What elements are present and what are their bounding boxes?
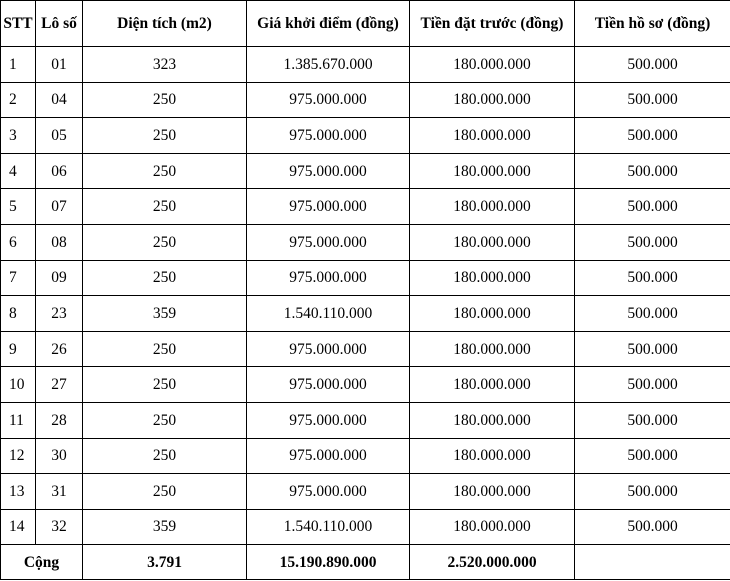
cell-start-price: 975.000.000 — [247, 118, 410, 154]
cell-area: 250 — [83, 474, 247, 510]
cell-start-price: 975.000.000 — [247, 438, 410, 474]
table-row — [1, 153, 730, 189]
table-row — [1, 474, 730, 510]
header-lot: Lô số — [36, 1, 83, 47]
cell-area: 250 — [83, 402, 247, 438]
table-row — [1, 367, 730, 403]
table-row — [1, 331, 730, 367]
cell-stt: 13 — [1, 474, 36, 510]
cell-stt: 9 — [1, 331, 36, 367]
cell-area: 250 — [83, 367, 247, 403]
cell-fee: 500.000 — [575, 296, 730, 332]
cell-area: 359 — [83, 296, 247, 332]
cell-start-price: 975.000.000 — [247, 189, 410, 225]
cell-start-price: 975.000.000 — [247, 260, 410, 296]
cell-area: 250 — [83, 260, 247, 296]
cell-area: 250 — [83, 153, 247, 189]
cell-area: 250 — [83, 331, 247, 367]
cell-stt: 3 — [1, 118, 36, 154]
cell-stt: 14 — [1, 509, 36, 545]
cell-area: 250 — [83, 118, 247, 154]
cell-fee: 500.000 — [575, 189, 730, 225]
table-row — [1, 82, 730, 118]
cell-deposit: 180.000.000 — [410, 509, 575, 545]
cell-stt: 2 — [1, 82, 36, 118]
cell-lot: 08 — [36, 224, 83, 260]
cell-fee: 500.000 — [575, 82, 730, 118]
cell-lot: 06 — [36, 153, 83, 189]
cell-deposit: 180.000.000 — [410, 296, 575, 332]
cell-start-price: 975.000.000 — [247, 82, 410, 118]
cell-lot: 30 — [36, 438, 83, 474]
cell-deposit: 180.000.000 — [410, 224, 575, 260]
cell-start-price: 975.000.000 — [247, 402, 410, 438]
cell-fee: 500.000 — [575, 118, 730, 154]
cell-stt: 8 — [1, 296, 36, 332]
cell-area: 250 — [83, 438, 247, 474]
cell-stt: 6 — [1, 224, 36, 260]
cell-lot: 09 — [36, 260, 83, 296]
table-row — [1, 509, 730, 545]
cell-fee: 500.000 — [575, 367, 730, 403]
total-start-price: 15.190.890.000 — [247, 545, 410, 580]
table-row — [1, 296, 730, 332]
cell-lot: 32 — [36, 509, 83, 545]
cell-deposit: 180.000.000 — [410, 331, 575, 367]
cell-stt: 5 — [1, 189, 36, 225]
cell-start-price: 975.000.000 — [247, 331, 410, 367]
cell-start-price: 975.000.000 — [247, 153, 410, 189]
cell-area: 250 — [83, 224, 247, 260]
cell-start-price: 1.540.110.000 — [247, 509, 410, 545]
cell-deposit: 180.000.000 — [410, 438, 575, 474]
cell-start-price: 975.000.000 — [247, 224, 410, 260]
header-area: Diện tích (m2) — [83, 1, 247, 47]
cell-deposit: 180.000.000 — [410, 47, 575, 83]
cell-lot: 26 — [36, 331, 83, 367]
cell-stt: 1 — [1, 47, 36, 83]
cell-lot: 28 — [36, 402, 83, 438]
cell-area: 359 — [83, 509, 247, 545]
total-area: 3.791 — [83, 545, 247, 580]
cell-deposit: 180.000.000 — [410, 260, 575, 296]
cell-deposit: 180.000.000 — [410, 402, 575, 438]
cell-start-price: 975.000.000 — [247, 474, 410, 510]
cell-lot: 31 — [36, 474, 83, 510]
cell-lot: 27 — [36, 367, 83, 403]
header-deposit: Tiền đặt trước (đồng) — [410, 1, 575, 47]
table-row — [1, 118, 730, 154]
cell-deposit: 180.000.000 — [410, 153, 575, 189]
cell-start-price: 975.000.000 — [247, 367, 410, 403]
cell-fee: 500.000 — [575, 438, 730, 474]
cell-fee: 500.000 — [575, 224, 730, 260]
cell-lot: 07 — [36, 189, 83, 225]
cell-fee: 500.000 — [575, 331, 730, 367]
cell-fee: 500.000 — [575, 509, 730, 545]
header-row — [1, 1, 730, 47]
cell-deposit: 180.000.000 — [410, 189, 575, 225]
header-fee: Tiền hồ sơ (đồng) — [575, 1, 730, 47]
cell-start-price: 1.385.670.000 — [247, 47, 410, 83]
total-fee — [575, 545, 730, 580]
cell-stt: 11 — [1, 402, 36, 438]
total-row — [1, 545, 730, 580]
cell-fee: 500.000 — [575, 474, 730, 510]
cell-deposit: 180.000.000 — [410, 474, 575, 510]
table-row — [1, 402, 730, 438]
total-deposit: 2.520.000.000 — [410, 545, 575, 580]
cell-stt: 10 — [1, 367, 36, 403]
cell-lot: 23 — [36, 296, 83, 332]
table-row — [1, 260, 730, 296]
cell-start-price: 1.540.110.000 — [247, 296, 410, 332]
cell-area: 250 — [83, 82, 247, 118]
table-body — [1, 47, 730, 545]
cell-lot: 04 — [36, 82, 83, 118]
cell-lot: 05 — [36, 118, 83, 154]
cell-deposit: 180.000.000 — [410, 367, 575, 403]
cell-area: 250 — [83, 189, 247, 225]
cell-stt: 12 — [1, 438, 36, 474]
cell-stt: 4 — [1, 153, 36, 189]
cell-deposit: 180.000.000 — [410, 82, 575, 118]
total-label: Cộng — [1, 545, 83, 580]
cell-fee: 500.000 — [575, 47, 730, 83]
table-row — [1, 224, 730, 260]
cell-fee: 500.000 — [575, 402, 730, 438]
cell-fee: 500.000 — [575, 260, 730, 296]
cell-area: 323 — [83, 47, 247, 83]
table-row — [1, 189, 730, 225]
cell-lot: 01 — [36, 47, 83, 83]
table-row — [1, 47, 730, 83]
cell-fee: 500.000 — [575, 153, 730, 189]
header-start-price: Giá khởi điểm (đồng) — [247, 1, 410, 47]
header-stt: STT — [1, 1, 36, 47]
table-row — [1, 438, 730, 474]
cell-deposit: 180.000.000 — [410, 118, 575, 154]
cell-stt: 7 — [1, 260, 36, 296]
